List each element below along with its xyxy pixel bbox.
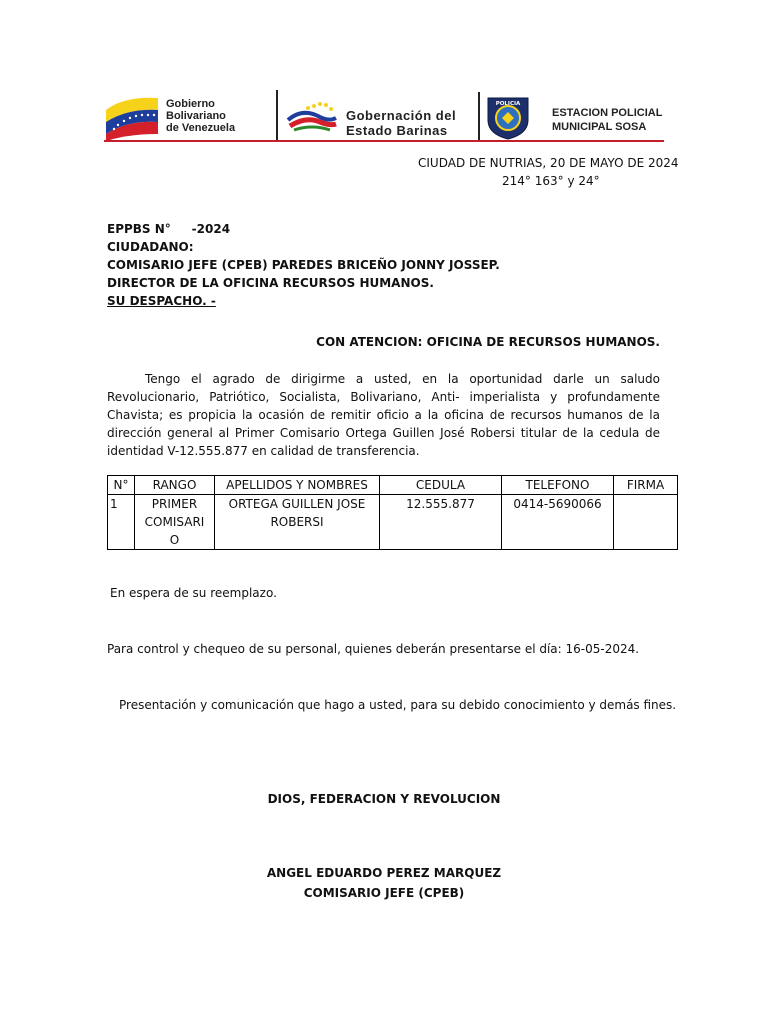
header-firma: FIRMA xyxy=(614,476,678,495)
personnel-table xyxy=(107,475,678,550)
place-date: CIUDAD DE NUTRIAS, 20 DE MAYO DE 2024 xyxy=(418,156,679,170)
logo2-text: Gobernación del Estado Barinas xyxy=(346,108,457,138)
header-divider-2 xyxy=(478,92,480,140)
recipient-name: COMISARIO JEFE (CPEB) PAREDES BRICEÑO JONNY JOSSEP. xyxy=(107,258,500,272)
cell-firma xyxy=(614,495,678,550)
signer-name: ANGEL EDUARDO PEREZ MARQUEZ xyxy=(266,866,502,880)
cell-n: 1 xyxy=(108,495,135,550)
header-nombres: APELLIDOS Y NOMBRES xyxy=(215,476,380,495)
closing-note: Presentación y comunicación que hago a usted, para su debido conocimiento y demás fines. xyxy=(119,698,677,712)
years-line: 214° 163° y 24° xyxy=(502,174,600,188)
motto: DIOS, FEDERACION Y REVOLUCION xyxy=(267,792,501,806)
header-telefono: TELEFONO xyxy=(502,476,614,495)
cell-telefono: 0414-5690066 xyxy=(502,495,614,550)
logo3-text: ESTACION POLICIAL MUNICIPAL SOSA xyxy=(552,107,663,133)
letterhead xyxy=(104,88,664,144)
body-paragraph: Tengo el agrado de dirigirme a usted, en la oportunidad darle un saludo Revolucionario, Patriótico, Socialista, Bolivariano, Anti- imperialista y profundamente Chavista; es propicia la ocasión de remitir oficio a la oficina de recursos humanos de la dirección general al Primer Comisario Ortega Guillen José Robersi titular de la cedula de identidad V-12.555.877 en calidad de transferencia. xyxy=(107,372,660,458)
replacement-note: En espera de su reemplazo. xyxy=(110,586,277,600)
cell-cedula: 12.555.877 xyxy=(380,495,502,550)
cell-nombres: ORTEGA GUILLEN JOSE ROBERSI xyxy=(215,495,380,550)
control-note: Para control y chequeo de su personal, quienes deberán presentarse el día: 16-05-2024. xyxy=(107,642,640,656)
header-divider xyxy=(276,90,278,140)
header-rango: RANGO xyxy=(135,476,215,495)
signer-title: COMISARIO JEFE (CPEB) xyxy=(303,886,465,900)
barinas-emblem-icon xyxy=(284,98,340,136)
header-cedula: CEDULA xyxy=(380,476,502,495)
recipient-office: SU DESPACHO. - xyxy=(107,294,216,308)
table-header-row xyxy=(108,476,678,495)
logo1-text: Gobierno Bolivariano de Venezuela xyxy=(166,98,236,134)
reference-number: EPPBS N° -2024 xyxy=(107,222,231,236)
header-n: N° xyxy=(108,476,135,495)
recipient-block xyxy=(107,220,500,310)
venezuela-flag-icon xyxy=(104,92,160,140)
recipient-position: DIRECTOR DE LA OFICINA RECURSOS HUMANOS. xyxy=(107,276,434,290)
cell-rango: PRIMER COMISARI O xyxy=(135,495,215,550)
badge-label: POLICIA xyxy=(495,101,521,107)
salutation: CIUDADANO: xyxy=(107,240,194,254)
attention-line: CON ATENCION: OFICINA DE RECURSOS HUMANOS. xyxy=(316,335,660,349)
police-badge-icon xyxy=(484,92,532,140)
header-rule xyxy=(104,140,664,142)
table-row xyxy=(108,495,678,550)
